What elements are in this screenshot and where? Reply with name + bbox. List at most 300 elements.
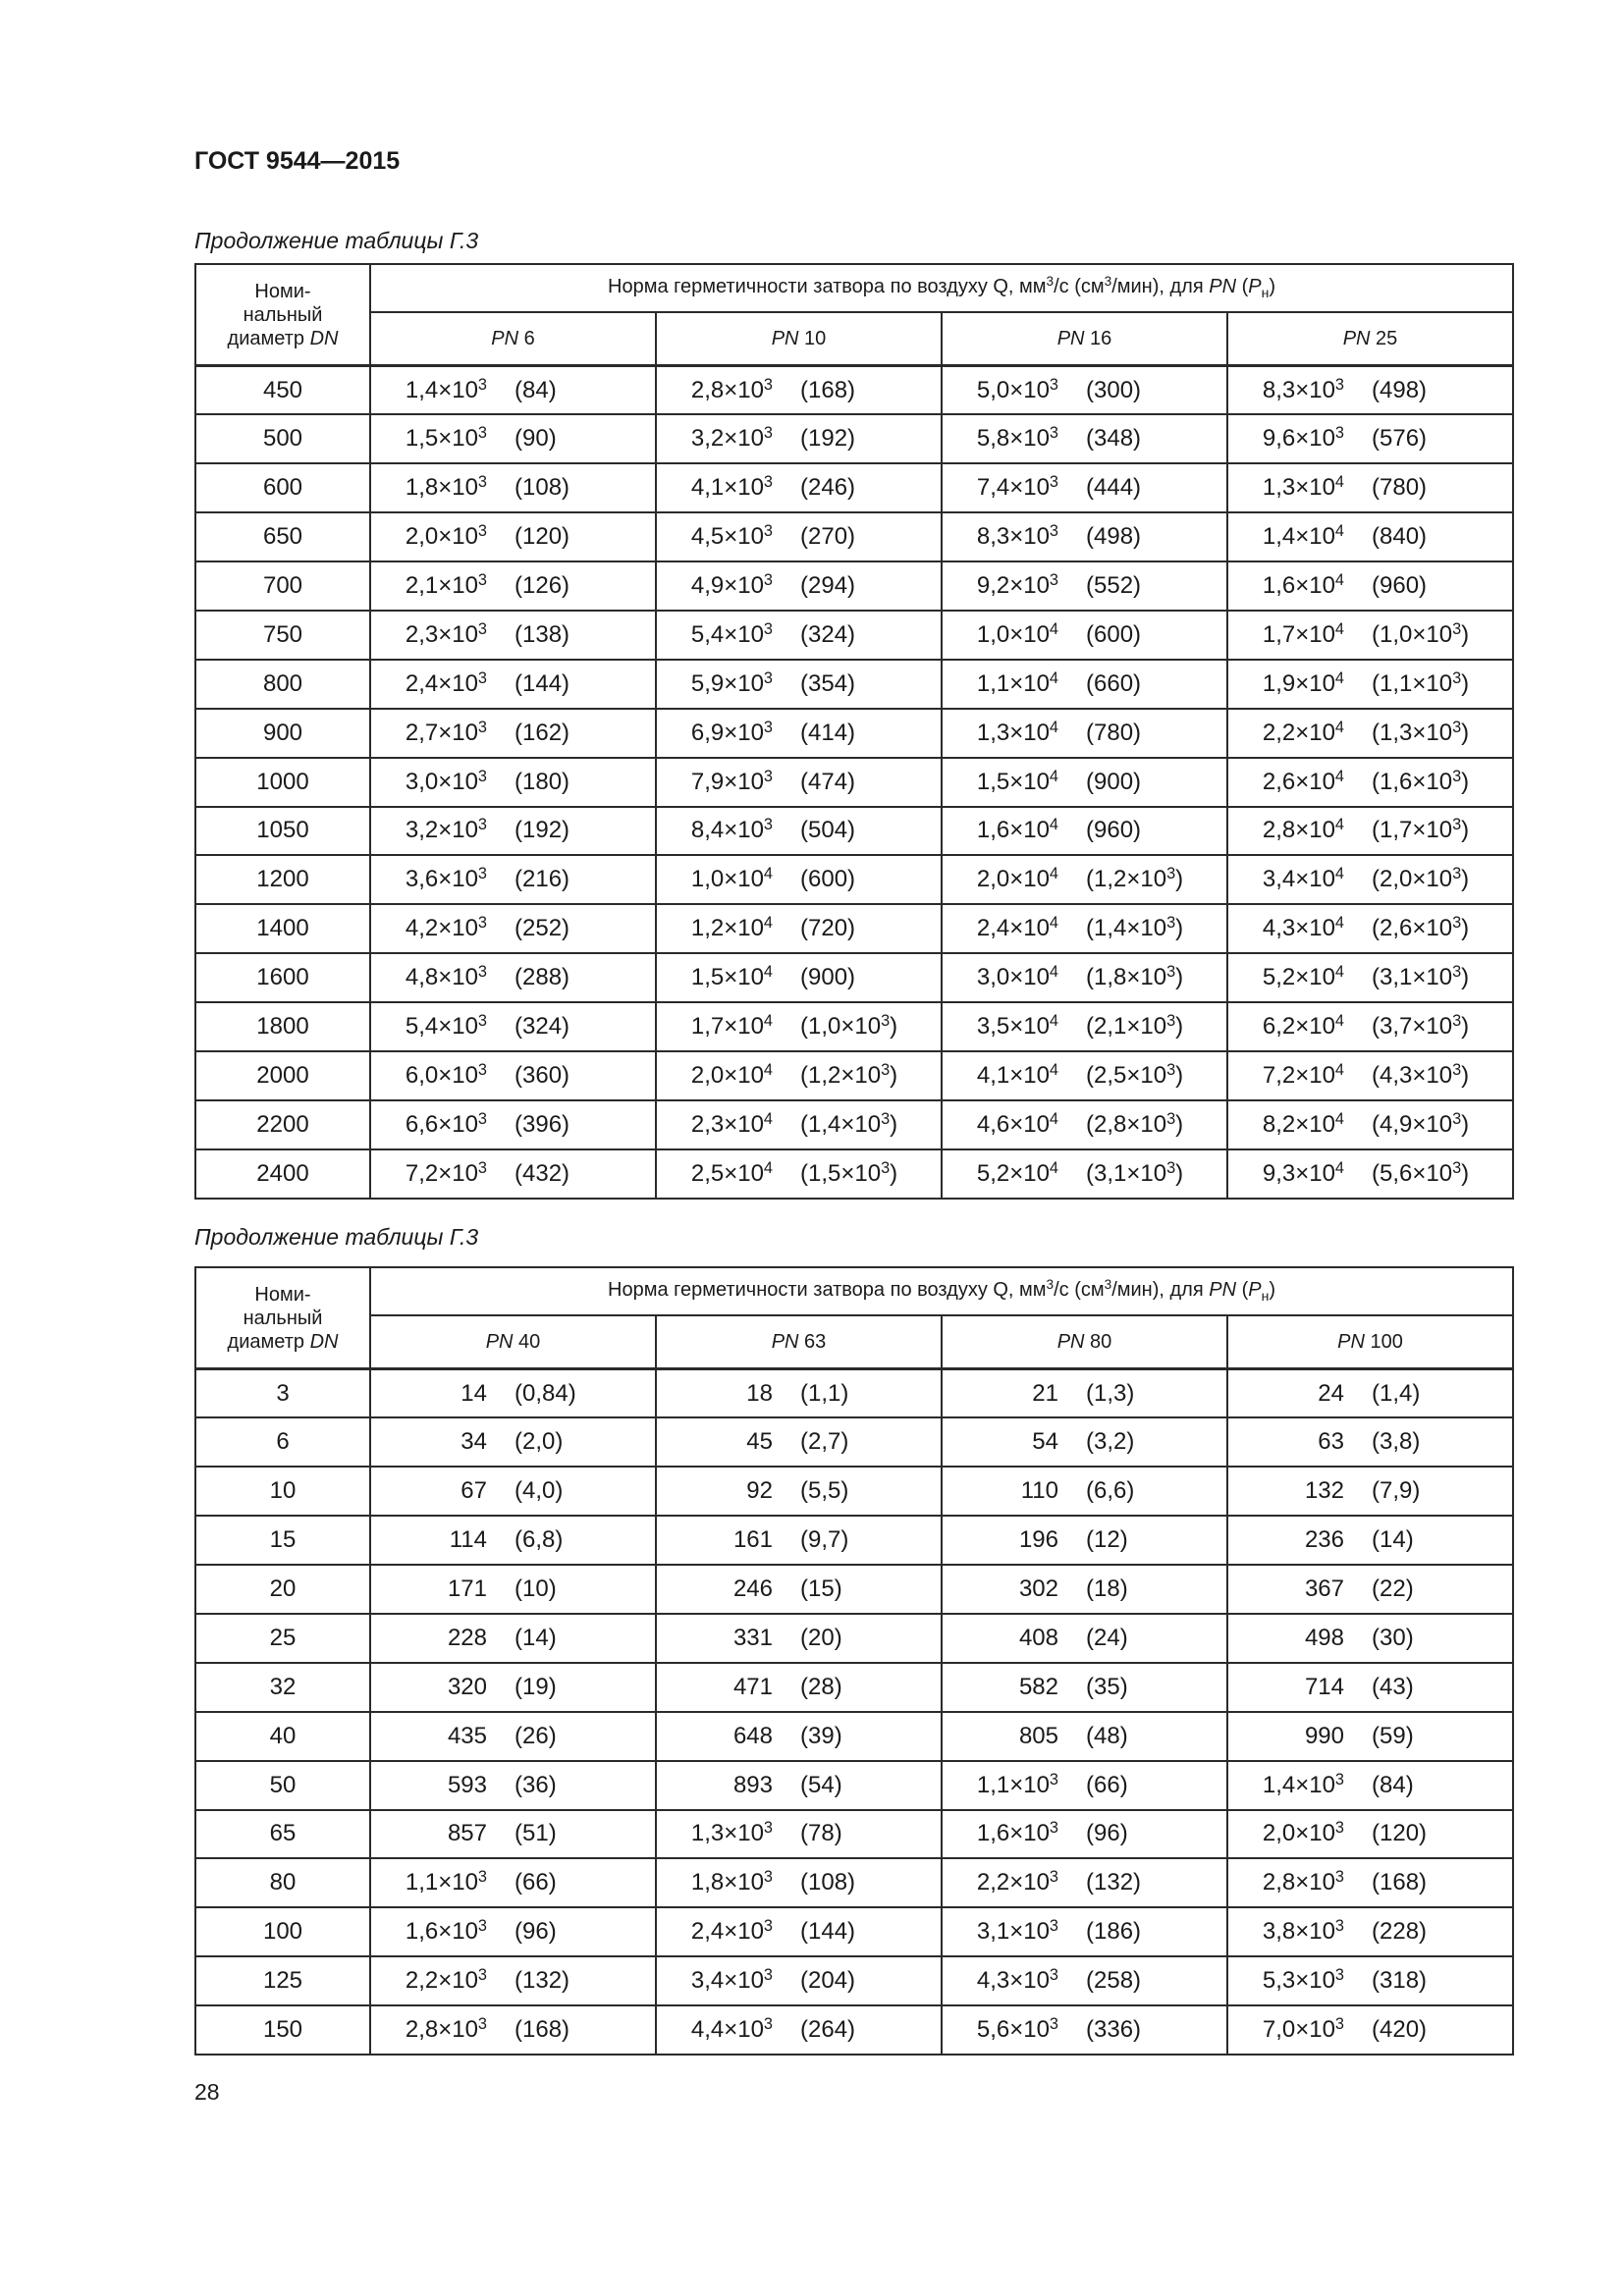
dn-cell: 50: [195, 1761, 370, 1810]
leakage-mm3-per-s: $4,1\times 10^4$: [976, 1060, 1058, 1089]
leakage-value-cell: [656, 1663, 942, 1712]
leakage-cm3-per-min: (360): [514, 1061, 570, 1089]
leakage-mm3-per-s: $5,8\times 10^3$: [976, 424, 1058, 453]
leakage-mm3-per-s: 45: [746, 1428, 773, 1456]
leakage-mm3-per-s: $1,1\times 10^3$: [405, 1868, 487, 1896]
leakage-value-cell: [1227, 1907, 1513, 1956]
leakage-value-cell: [942, 1369, 1227, 1418]
leakage-value-cell: [942, 512, 1227, 561]
leakage-mm3-per-s: $1,1\times 10^3$: [976, 1770, 1058, 1798]
leakage-mm3-per-s: $4,6\times 10^4$: [976, 1109, 1058, 1138]
dn-header-line: нальный: [243, 1307, 323, 1329]
dn-cell: 2200: [195, 1100, 370, 1149]
leakage-mm3-per-s: $4,2\times 10^3$: [405, 914, 487, 942]
leakage-cm3-per-min: (246): [800, 474, 856, 502]
leakage-value-cell: [370, 561, 656, 611]
leakage-value-cell: [1227, 1100, 1513, 1149]
leakage-mm3-per-s: $6,9\times 10^3$: [690, 718, 773, 746]
leakage-value-cell: [370, 855, 656, 904]
leakage-value-cell: [656, 1149, 942, 1199]
leakage-cm3-per-min: $(2,5\times 10^3)$: [1086, 1060, 1184, 1089]
dn-cell: 450: [195, 366, 370, 415]
leakage-value-cell: [656, 1761, 942, 1810]
leakage-mm3-per-s: $2,2\times 10^3$: [976, 1868, 1058, 1896]
leakage-cm3-per-min: (3,2): [1086, 1428, 1135, 1456]
dn-cell: 1050: [195, 807, 370, 856]
leakage-cm3-per-min: (18): [1086, 1575, 1128, 1602]
leakage-mm3-per-s: $8,3\times 10^3$: [976, 521, 1058, 551]
leakage-value-cell: [942, 709, 1227, 758]
leakage-cm3-per-min: (132): [514, 1967, 570, 1995]
leakage-mm3-per-s: $5,3\times 10^3$: [1262, 1965, 1344, 1995]
dn-header-line: диаметр DN: [227, 327, 339, 349]
leakage-mm3-per-s: 161: [732, 1526, 773, 1554]
table-row: [195, 807, 1513, 856]
leakage-cm3-per-min: (24): [1086, 1624, 1128, 1651]
dn-header-line: диаметр DN: [227, 1330, 339, 1353]
leakage-mm3-per-s: 593: [447, 1771, 487, 1798]
leakage-value-cell: [942, 463, 1227, 512]
leakage-mm3-per-s: $4,4\times 10^3$: [690, 2014, 773, 2044]
leakage-mm3-per-s: $2,0\times 10^4$: [690, 1060, 773, 1089]
leakage-cm3-per-min: (270): [800, 523, 856, 551]
leakage-value-cell: [656, 1565, 942, 1614]
pn-column-header: PN 80: [942, 1315, 1227, 1368]
leakage-cm3-per-min: (6,8): [514, 1526, 564, 1554]
leakage-mm3-per-s: $7,9\times 10^3$: [690, 767, 773, 795]
leakage-cm3-per-min: $(3,1\times 10^3)$: [1086, 1158, 1184, 1187]
pn-column-header: PN 25: [1227, 312, 1513, 365]
leakage-mm3-per-s: $1,0\times 10^4$: [976, 619, 1058, 648]
leakage-cm3-per-min: $(3,1\times 10^3)$: [1372, 962, 1470, 991]
dn-cell: 2400: [195, 1149, 370, 1199]
leakage-cm3-per-min: (258): [1086, 1967, 1142, 1995]
table-row: [195, 366, 1513, 415]
leakage-cm3-per-min: (720): [800, 915, 856, 942]
leakage-value-cell: [656, 1858, 942, 1907]
leakage-value-cell: [942, 1565, 1227, 1614]
leakage-value-cell: [656, 807, 942, 856]
leakage-value-cell: [370, 1002, 656, 1051]
dn-cell: 100: [195, 1907, 370, 1956]
leakage-value-cell: [1227, 1051, 1513, 1100]
dn-header: [195, 1267, 370, 1369]
leakage-cm3-per-min: (318): [1372, 1967, 1428, 1995]
leakage-cm3-per-min: (59): [1372, 1722, 1414, 1749]
leakage-table-pn6-pn25: [194, 263, 1514, 1200]
leakage-value-cell: [370, 1565, 656, 1614]
page-number: 28: [194, 2079, 220, 2105]
leakage-cm3-per-min: $(3,7\times 10^3)$: [1372, 1011, 1470, 1041]
leakage-cm3-per-min: (19): [514, 1673, 557, 1700]
leakage-mm3-per-s: $4,8\times 10^3$: [405, 962, 487, 991]
leakage-cm3-per-min: (324): [514, 1013, 570, 1041]
leakage-cm3-per-min: (66): [514, 1869, 557, 1896]
leakage-mm3-per-s: $3,4\times 10^4$: [1262, 865, 1344, 893]
leakage-cm3-per-min: (144): [514, 669, 570, 697]
leakage-value-cell: [370, 1663, 656, 1712]
leakage-mm3-per-s: $2,1\times 10^3$: [405, 570, 487, 599]
leakage-mm3-per-s: $6,0\times 10^3$: [405, 1060, 487, 1089]
table-row: [195, 1369, 1513, 1418]
leakage-value-cell: [1227, 1810, 1513, 1859]
leakage-cm3-per-min: (35): [1086, 1673, 1128, 1700]
leakage-cm3-per-min: (900): [800, 964, 856, 991]
leakage-value-cell: [1227, 1002, 1513, 1051]
leakage-mm3-per-s: $2,4\times 10^3$: [690, 1917, 773, 1946]
leakage-mm3-per-s: $3,2\times 10^3$: [690, 424, 773, 453]
leakage-cm3-per-min: $(2,8\times 10^3)$: [1086, 1109, 1184, 1138]
table-row: [195, 1761, 1513, 1810]
leakage-mm3-per-s: $1,1\times 10^4$: [976, 668, 1058, 697]
table-row: [195, 1907, 1513, 1956]
leakage-mm3-per-s: 114: [449, 1526, 487, 1554]
leakage-value-cell: [1227, 414, 1513, 463]
table-row: [195, 561, 1513, 611]
leakage-mm3-per-s: 893: [732, 1771, 773, 1798]
leakage-cm3-per-min: $(1,7\times 10^3)$: [1372, 816, 1470, 844]
leakage-cm3-per-min: $(1,4\times 10^3)$: [1086, 914, 1184, 942]
leakage-value-cell: [1227, 1149, 1513, 1199]
leakage-cm3-per-min: (336): [1086, 2016, 1142, 2044]
leakage-value-cell: [370, 366, 656, 415]
leakage-value-cell: [1227, 807, 1513, 856]
table-row: [195, 1417, 1513, 1467]
leakage-mm3-per-s: $2,5\times 10^4$: [690, 1158, 773, 1187]
leakage-cm3-per-min: $(1,8\times 10^3)$: [1086, 962, 1184, 991]
leakage-mm3-per-s: 24: [1318, 1379, 1344, 1407]
leakage-value-cell: [942, 660, 1227, 709]
leakage-value-cell: [370, 1907, 656, 1956]
leakage-cm3-per-min: (90): [514, 425, 557, 453]
leakage-value-cell: [656, 512, 942, 561]
leakage-mm3-per-s: 302: [1018, 1575, 1058, 1602]
leakage-value-cell: [1227, 1565, 1513, 1614]
leakage-mm3-per-s: $2,2\times 10^3$: [405, 1965, 487, 1995]
leakage-mm3-per-s: $9,3\times 10^4$: [1262, 1158, 1344, 1187]
leakage-cm3-per-min: $(1,0\times 10^3)$: [1372, 619, 1470, 648]
leakage-mm3-per-s: 18: [746, 1379, 773, 1407]
leakage-value-cell: [656, 1051, 942, 1100]
leakage-cm3-per-min: (0,84): [514, 1379, 576, 1407]
leakage-cm3-per-min: (600): [800, 866, 856, 893]
leakage-cm3-per-min: (1,1): [800, 1379, 849, 1407]
leakage-cm3-per-min: (474): [800, 768, 856, 795]
leakage-cm3-per-min: $(1,0\times 10^3)$: [800, 1011, 898, 1041]
table-row: [195, 1565, 1513, 1614]
leakage-value-cell: [370, 709, 656, 758]
leakage-mm3-per-s: $3,0\times 10^4$: [976, 962, 1058, 991]
leakage-value-cell: [656, 1467, 942, 1516]
leakage-mm3-per-s: $1,9\times 10^4$: [1262, 668, 1344, 697]
dn-header: [195, 264, 370, 366]
leakage-cm3-per-min: (10): [514, 1575, 557, 1602]
leakage-cm3-per-min: (780): [1086, 719, 1142, 746]
table-row: [195, 855, 1513, 904]
leakage-value-cell: [1227, 1956, 1513, 2005]
leakage-cm3-per-min: (96): [1086, 1820, 1128, 1847]
leakage-mm3-per-s: $2,7\times 10^3$: [405, 718, 487, 746]
leakage-cm3-per-min: (14): [1372, 1526, 1414, 1554]
leakage-mm3-per-s: $1,6\times 10^3$: [405, 1917, 487, 1946]
leakage-mm3-per-s: $2,2\times 10^4$: [1262, 718, 1344, 746]
leakage-value-cell: [656, 366, 942, 415]
leakage-mm3-per-s: 228: [447, 1624, 487, 1651]
table-row: [195, 1858, 1513, 1907]
leakage-mm3-per-s: $1,4\times 10^4$: [1262, 521, 1344, 551]
leakage-mm3-per-s: $1,8\times 10^3$: [405, 473, 487, 502]
leakage-value-cell: [370, 904, 656, 953]
leakage-cm3-per-min: (1,3): [1086, 1379, 1135, 1407]
dn-cell: 800: [195, 660, 370, 709]
dn-header-line: нальный: [243, 303, 323, 326]
leakage-cm3-per-min: (900): [1086, 768, 1142, 795]
leakage-mm3-per-s: $2,0\times 10^3$: [405, 521, 487, 551]
leakage-value-cell: [942, 953, 1227, 1002]
leakage-cm3-per-min: (600): [1086, 620, 1142, 648]
leakage-value-cell: [370, 414, 656, 463]
dn-cell: 150: [195, 2005, 370, 2055]
leakage-mm3-per-s: 648: [732, 1722, 773, 1749]
leakage-cm3-per-min: (14): [514, 1624, 557, 1651]
leakage-mm3-per-s: $5,0\times 10^3$: [976, 375, 1058, 403]
leakage-cm3-per-min: (324): [800, 620, 856, 648]
leakage-mm3-per-s: $4,1\times 10^3$: [690, 473, 773, 502]
leakage-value-cell: [656, 1002, 942, 1051]
leakage-cm3-per-min: (162): [514, 719, 570, 746]
table-row: [195, 709, 1513, 758]
leakage-cm3-per-min: (144): [800, 1918, 856, 1946]
leakage-cm3-per-min: (192): [514, 817, 570, 844]
leakage-mm3-per-s: $8,2\times 10^4$: [1262, 1109, 1344, 1138]
leakage-mm3-per-s: 408: [1018, 1624, 1058, 1651]
leakage-mm3-per-s: $5,2\times 10^4$: [976, 1158, 1058, 1187]
leakage-cm3-per-min: (576): [1372, 425, 1428, 453]
leakage-value-cell: [1227, 1369, 1513, 1418]
leakage-mm3-per-s: $2,4\times 10^4$: [976, 914, 1058, 942]
leakage-cm3-per-min: (552): [1086, 572, 1142, 599]
leakage-mm3-per-s: $5,4\times 10^3$: [690, 619, 773, 648]
leakage-mm3-per-s: $3,5\times 10^4$: [976, 1011, 1058, 1041]
leakage-mm3-per-s: $4,5\times 10^3$: [690, 521, 773, 551]
leakage-cm3-per-min: (300): [1086, 376, 1142, 403]
leakage-value-cell: [370, 1516, 656, 1565]
leakage-cm3-per-min: (30): [1372, 1624, 1414, 1651]
leakage-mm3-per-s: $1,8\times 10^3$: [690, 1868, 773, 1896]
leakage-value-cell: [656, 561, 942, 611]
leakage-mm3-per-s: $5,9\times 10^3$: [690, 668, 773, 697]
dn-cell: 750: [195, 611, 370, 660]
pn-column-header: PN 10: [656, 312, 942, 365]
table-row: [195, 1149, 1513, 1199]
leakage-cm3-per-min: $(2,1\times 10^3)$: [1086, 1011, 1184, 1041]
leakage-value-cell: [656, 1100, 942, 1149]
pn-column-header: PN 63: [656, 1315, 942, 1368]
table-row: [195, 953, 1513, 1002]
leakage-mm3-per-s: 714: [1304, 1673, 1344, 1700]
leakage-cm3-per-min: (960): [1372, 572, 1428, 599]
leakage-mm3-per-s: 54: [1032, 1428, 1058, 1456]
dn-cell: 2000: [195, 1051, 370, 1100]
leakage-mm3-per-s: $6,6\times 10^3$: [405, 1109, 487, 1138]
leakage-mm3-per-s: 67: [460, 1477, 487, 1505]
leakage-value-cell: [1227, 512, 1513, 561]
dn-cell: 900: [195, 709, 370, 758]
leakage-value-cell: [942, 1712, 1227, 1761]
leakage-value-cell: [942, 758, 1227, 807]
leakage-cm3-per-min: $(1,6\times 10^3)$: [1372, 767, 1470, 795]
leakage-value-cell: [656, 709, 942, 758]
leakage-mm3-per-s: 110: [1020, 1477, 1058, 1505]
dn-cell: 125: [195, 1956, 370, 2005]
dn-cell: 3: [195, 1369, 370, 1418]
leakage-cm3-per-min: (216): [514, 866, 570, 893]
leakage-value-cell: [1227, 1614, 1513, 1663]
leakage-mm3-per-s: 196: [1018, 1526, 1058, 1554]
leakage-mm3-per-s: 435: [447, 1722, 487, 1749]
leakage-value-cell: [370, 660, 656, 709]
leakage-value-cell: [656, 1907, 942, 1956]
leakage-value-cell: [1227, 463, 1513, 512]
leakage-value-cell: [370, 1956, 656, 2005]
leakage-cm3-per-min: (9,7): [800, 1526, 849, 1554]
leakage-value-cell: [1227, 953, 1513, 1002]
leakage-value-cell: [942, 1467, 1227, 1516]
leakage-cm3-per-min: (4,0): [514, 1477, 564, 1505]
leakage-mm3-per-s: $2,3\times 10^4$: [690, 1109, 773, 1138]
leakage-cm3-per-min: (228): [1372, 1918, 1428, 1946]
leakage-mm3-per-s: $2,8\times 10^3$: [405, 2014, 487, 2044]
table-row: [195, 1051, 1513, 1100]
leakage-value-cell: [942, 1663, 1227, 1712]
leakage-value-cell: [370, 463, 656, 512]
leakage-mm3-per-s: $1,4\times 10^3$: [405, 375, 487, 403]
leakage-value-cell: [1227, 1761, 1513, 1810]
leakage-mm3-per-s: $2,0\times 10^4$: [976, 865, 1058, 893]
leakage-cm3-per-min: (5,5): [800, 1477, 849, 1505]
table-2-caption: Продолжение таблицы Г.3: [194, 1224, 479, 1250]
leakage-value-cell: [1227, 1858, 1513, 1907]
leakage-cm3-per-min: (120): [1372, 1820, 1428, 1847]
leakage-cm3-per-min: (168): [514, 2016, 570, 2044]
leakage-value-cell: [370, 512, 656, 561]
table-row: [195, 1516, 1513, 1565]
leakage-value-cell: [656, 855, 942, 904]
leakage-cm3-per-min: (2,0): [514, 1428, 564, 1456]
leakage-value-cell: [370, 1417, 656, 1467]
leakage-value-cell: [370, 611, 656, 660]
leakage-cm3-per-min: (348): [1086, 425, 1142, 453]
leakage-value-cell: [656, 611, 942, 660]
leakage-cm3-per-min: $(4,3\times 10^3)$: [1372, 1060, 1470, 1089]
leakage-mm3-per-s: $1,2\times 10^4$: [690, 914, 773, 942]
leakage-cm3-per-min: (36): [514, 1771, 557, 1798]
leakage-value-cell: [370, 1369, 656, 1418]
leakage-table-pn40-pn100: [194, 1266, 1514, 2056]
dn-cell: 1800: [195, 1002, 370, 1051]
table-row: [195, 1956, 1513, 2005]
leakage-value-cell: [370, 1614, 656, 1663]
dn-cell: 1000: [195, 758, 370, 807]
leakage-cm3-per-min: (252): [514, 915, 570, 942]
leakage-cm3-per-min: $(5,6\times 10^3)$: [1372, 1158, 1470, 1187]
leakage-mm3-per-s: $1,3\times 10^4$: [1262, 473, 1344, 502]
leakage-value-cell: [370, 1712, 656, 1761]
leakage-value-cell: [942, 414, 1227, 463]
leakage-cm3-per-min: (120): [514, 523, 570, 551]
leakage-cm3-per-min: (108): [800, 1869, 856, 1896]
leakage-cm3-per-min: (414): [800, 719, 856, 746]
leakage-cm3-per-min: (840): [1372, 523, 1428, 551]
leakage-mm3-per-s: $3,8\times 10^3$: [1262, 1917, 1344, 1946]
leakage-value-cell: [942, 1100, 1227, 1149]
leakage-value-cell: [370, 1858, 656, 1907]
leakage-value-cell: [1227, 366, 1513, 415]
pn-column-header: PN 100: [1227, 1315, 1513, 1368]
leakage-cm3-per-min: (51): [514, 1820, 557, 1847]
leakage-mm3-per-s: $5,2\times 10^4$: [1262, 962, 1344, 991]
leakage-cm3-per-min: (66): [1086, 1771, 1128, 1798]
leakage-mm3-per-s: $4,3\times 10^3$: [976, 1965, 1058, 1995]
leakage-mm3-per-s: 92: [746, 1477, 773, 1505]
pn-column-header: PN 6: [370, 312, 656, 365]
leakage-value-cell: [656, 758, 942, 807]
leakage-cm3-per-min: (168): [1372, 1869, 1428, 1896]
dn-cell: 700: [195, 561, 370, 611]
leakage-mm3-per-s: 320: [447, 1673, 487, 1700]
table-row: [195, 1712, 1513, 1761]
dn-cell: 20: [195, 1565, 370, 1614]
dn-cell: 600: [195, 463, 370, 512]
leakage-cm3-per-min: (48): [1086, 1722, 1128, 1749]
leakage-cm3-per-min: (660): [1086, 669, 1142, 697]
leakage-value-cell: [370, 2005, 656, 2055]
leakage-mm3-per-s: $3,4\times 10^3$: [690, 1965, 773, 1995]
dn-header-line: Номи-: [254, 280, 311, 302]
leakage-value-cell: [942, 1417, 1227, 1467]
dn-cell: 500: [195, 414, 370, 463]
leakage-mm3-per-s: 34: [460, 1428, 487, 1456]
leakage-cm3-per-min: (43): [1372, 1673, 1414, 1700]
leakage-value-cell: [656, 1712, 942, 1761]
leakage-cm3-per-min: (84): [514, 376, 557, 403]
leakage-value-cell: [942, 904, 1227, 953]
table-row: [195, 611, 1513, 660]
leakage-cm3-per-min: (180): [514, 768, 570, 795]
dn-cell: 40: [195, 1712, 370, 1761]
leakage-value-cell: [1227, 1712, 1513, 1761]
leakage-cm3-per-min: (420): [1372, 2016, 1428, 2044]
leakage-value-cell: [942, 1761, 1227, 1810]
leakage-value-cell: [1227, 1663, 1513, 1712]
leakage-value-cell: [656, 414, 942, 463]
leakage-value-cell: [1227, 611, 1513, 660]
table-row: [195, 512, 1513, 561]
table-row: [195, 463, 1513, 512]
leakage-mm3-per-s: 857: [447, 1820, 487, 1847]
leakage-value-cell: [370, 953, 656, 1002]
leakage-cm3-per-min: (432): [514, 1159, 570, 1187]
leakage-cm3-per-min: (108): [514, 474, 570, 502]
leakage-value-cell: [656, 904, 942, 953]
leakage-cm3-per-min: (2,7): [800, 1428, 849, 1456]
leakage-cm3-per-min: (39): [800, 1722, 842, 1749]
leakage-value-cell: [942, 611, 1227, 660]
leakage-value-cell: [942, 1002, 1227, 1051]
leakage-mm3-per-s: $8,3\times 10^3$: [1262, 375, 1344, 403]
leakage-mm3-per-s: 471: [732, 1673, 773, 1700]
leakage-value-cell: [370, 1149, 656, 1199]
